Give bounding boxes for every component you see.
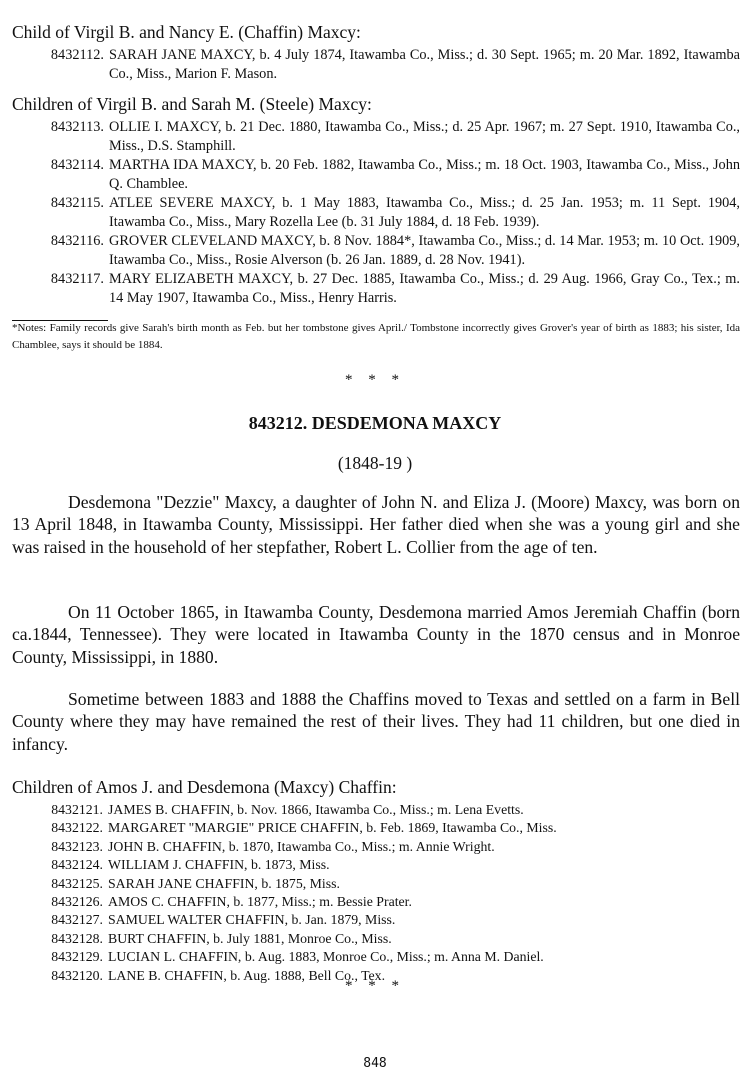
entry-text: BURT CHAFFIN, b. July 1881, Monroe Co., Miss. xyxy=(108,930,392,946)
genealogy-entry xyxy=(0,232,750,269)
entry-number: 8432125. xyxy=(51,875,103,891)
entry-list-virgil-nancy xyxy=(0,46,750,84)
footnote: *Notes: Family records give Sarah's birth month as Feb. but her tombstone gives April./ Tombstone incorrectly gives Grover's year of birth as 1883; his sister, Ida Chamblee, says it should be 1884. xyxy=(12,322,740,351)
entry-text: MARTHA IDA MAXCY, b. 20 Feb. 1882, Itawamba Co., Miss.; m. 18 Oct. 1903, Itawamba Co., Miss., John Q. Chamblee. xyxy=(109,157,740,192)
entry-number: 8432128. xyxy=(51,930,103,946)
entry-list-amos-desdemona xyxy=(0,801,750,985)
genealogy-entry xyxy=(0,911,750,929)
entry-text: LUCIAN L. CHAFFIN, b. Aug. 1883, Monroe Co., Miss.; m. Anna M. Daniel. xyxy=(108,949,544,965)
entry-number: 8432112. xyxy=(50,47,104,63)
section-separator: * * * xyxy=(345,978,405,994)
genealogy-entry xyxy=(0,801,750,819)
genealogy-entry xyxy=(0,875,750,893)
genealogy-entry xyxy=(0,46,750,83)
section-heading-virgil-sarah: Children of Virgil B. and Sarah M. (Steele) Maxcy: xyxy=(12,94,372,114)
entry-number: 8432120. xyxy=(51,967,103,983)
entry-number: 8432116. xyxy=(50,233,104,249)
entry-text: SAMUEL WALTER CHAFFIN, b. Jan. 1879, Miss. xyxy=(108,912,396,928)
entry-text: GROVER CLEVELAND MAXCY, b. 8 Nov. 1884*, Itawamba Co., Miss.; d. 14 Mar. 1953; m. 10 Oct. 1909, Itawamba Co., Miss., Rosie Alverson (b. 26 Jan. 1889, d. 28 Nov. 1941). xyxy=(109,233,740,268)
entry-number: 8432115. xyxy=(50,195,104,211)
section-separator: * * * xyxy=(345,372,405,388)
entry-number: 8432129. xyxy=(51,949,103,965)
entry-text: SARAH JANE CHAFFIN, b. 1875, Miss. xyxy=(108,875,340,891)
entry-number: 8432114. xyxy=(50,157,104,173)
entry-text: ATLEE SEVERE MAXCY, b. 1 May 1883, Itawamba Co., Miss.; d. 25 Jan. 1953; m. 11 Sept. 1904, Itawamba Co., Miss., Mary Rozella Lee (b. 31 July 1884, d. 18 Feb. 1939). xyxy=(109,195,740,230)
entry-number: 8432121. xyxy=(51,802,103,817)
article-title: 843212. DESDEMONA MAXCY xyxy=(248,413,502,433)
entry-text: JOHN B. CHAFFIN, b. 1870, Itawamba Co., Miss.; m. Annie Wright. xyxy=(108,838,495,854)
entry-text: WILLIAM J. CHAFFIN, b. 1873, Miss. xyxy=(108,857,330,873)
genealogy-entry xyxy=(0,819,750,837)
entry-text: JAMES B. CHAFFIN, b. Nov. 1866, Itawamba Co., Miss.; m. Lena Evetts. xyxy=(108,802,524,817)
page-number: 848 xyxy=(363,1056,387,1071)
section-heading-amos-desdemona: Children of Amos J. and Desdemona (Maxcy) Chaffin: xyxy=(12,777,397,797)
genealogy-entry xyxy=(0,856,750,874)
entry-number: 8432122. xyxy=(51,820,103,836)
section-heading-virgil-nancy: Child of Virgil B. and Nancy E. (Chaffin) Maxcy: xyxy=(12,22,361,42)
entry-text: OLLIE I. MAXCY, b. 21 Dec. 1880, Itawamba Co., Miss.; d. 25 Apr. 1967; m. 27 Sept. 1910, Itawamba Co., Miss., D.S. Stamphill. xyxy=(109,119,740,154)
entry-number: 8432127. xyxy=(51,912,103,928)
article-paragraph: On 11 October 1865, in Itawamba County, Desdemona married Amos Jeremiah Chaffin (born ca.1844, Tennessee). They were located in Itawamba County in the 1870 census and in Monroe County, Mississippi, in 1880. xyxy=(12,602,740,667)
genealogy-entry xyxy=(0,948,750,966)
article-dates: (1848-19 ) xyxy=(337,453,413,473)
entry-number: 8432113. xyxy=(50,119,104,135)
article-paragraph: Desdemona "Dezzie" Maxcy, a daughter of John N. and Eliza J. (Moore) Maxcy, was born on 13 April 1848, in Itawamba County, Mississippi. Her father died when she was a young girl and she was raised in the household of her stepfather, Robert L. Collier from the age of ten. xyxy=(12,492,740,557)
genealogy-entry xyxy=(0,893,750,911)
entry-number: 8432126. xyxy=(51,894,103,910)
genealogy-entry xyxy=(0,838,750,856)
entry-text: LANE B. CHAFFIN, b. Aug. 1888, Bell Co., Tex. xyxy=(108,967,386,983)
entry-text: MARY ELIZABETH MAXCY, b. 27 Dec. 1885, Itawamba Co., Miss.; d. 29 Aug. 1966, Gray Co., Tex.; m. 14 May 1907, Itawamba Co., Miss., Henry Harris. xyxy=(109,271,740,306)
entry-number: 8432124. xyxy=(51,857,103,873)
entry-list-virgil-sarah xyxy=(0,118,750,308)
genealogy-entry xyxy=(0,194,750,231)
entry-number: 8432117. xyxy=(50,271,104,287)
article-paragraph: Sometime between 1883 and 1888 the Chaffins moved to Texas and settled on a farm in Bell County where they may have remained the rest of their lives. They had 11 children, but one died in infancy. xyxy=(12,689,740,754)
genealogy-entry xyxy=(0,930,750,948)
entry-number: 8432123. xyxy=(51,838,103,854)
genealogy-entry xyxy=(0,270,750,307)
genealogy-entry xyxy=(0,118,750,155)
genealogy-entry xyxy=(0,156,750,193)
entry-text: MARGARET "MARGIE" PRICE CHAFFIN, b. Feb. 1869, Itawamba Co., Miss. xyxy=(108,820,557,836)
entry-text: SARAH JANE MAXCY, b. 4 July 1874, Itawamba Co., Miss.; d. 30 Sept. 1965; m. 20 Mar. 1892, Itawamba Co., Miss., Marion F. Mason. xyxy=(109,47,740,82)
entry-text: AMOS C. CHAFFIN, b. 1877, Miss.; m. Bessie Prater. xyxy=(108,894,412,910)
